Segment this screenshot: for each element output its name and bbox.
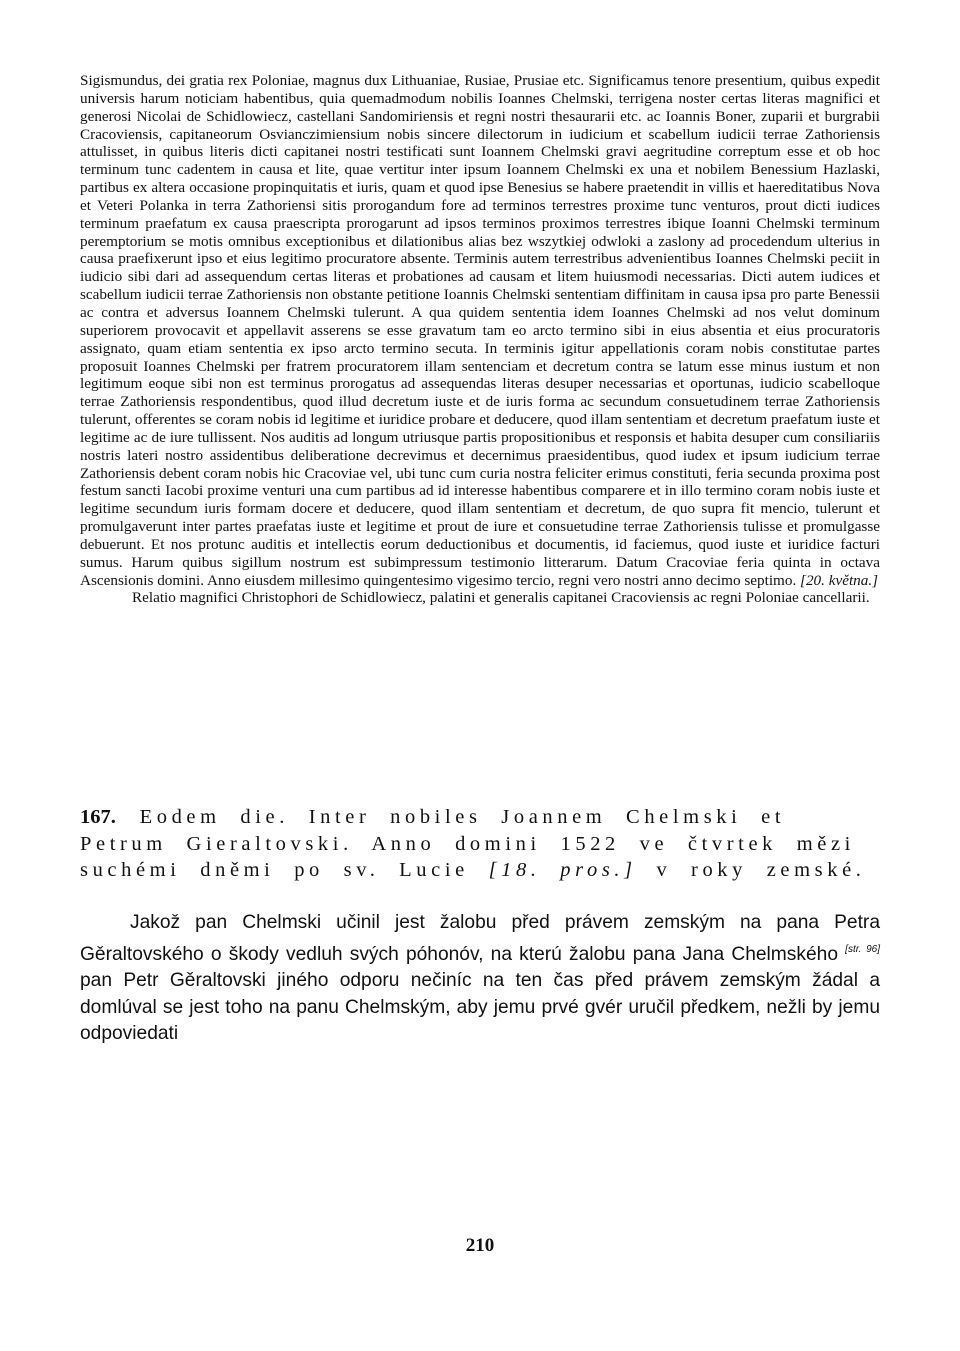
entry-heading [80,804,880,884]
entry-heading-text: Eodem die. Inter nobiles Joannem Chelmski et Petrum Gieraltovski. Anno domini 1522 ve čtvrtek mězi suchémi dněmi po sv. Lucie [80,806,855,881]
entry-heading-date-note: [18. pros.] [488,859,637,881]
entry-body-part-2: pan Petr Gěraltovski jiného odporu nečiníc na ten čas před právem zemským žádal a domlúval se jest toho na panu Chelmským, aby jemu prvé gvér uručil předkem, nežli by jemu odpoviedati [80,970,880,1044]
entry-paragraph [80,910,880,1048]
entry-body-part-1: Jakož pan Chelmski učinil jest žalobu před právem zemským na pana Petra Gěraltovského o škody vedluh svých póhonóv, na kterú žalobu pana Jana Chelmského [80,912,880,965]
entry-heading-tail: v roky zemské. [656,859,866,881]
continued-document-text [80,72,880,607]
page-reference: [str. 96] [845,943,880,955]
entry-body [80,910,880,1048]
entry-number: 167. [80,806,116,828]
paragraph-text: Sigismundus, dei gratia rex Poloniae, magnus dux Lithuaniae, Rusiae, Prusiae etc. Significamus tenore presentium, quibus expedit universis harum noticiam habentibus, quia quemadmodum nobilis Ioannes Chelmski, terrigena noster certas literas magnifici et generosi Nicolai de Schidlowiecz, castellani Sandomiriensis et regni nostri thesaurarii etc. ac Ioannis Boner, zuparii et burgrabii Cracoviensis, capitaneorum Osvianczimiensium nobis sincere dilectorum in iudicium et scabellum iudicii terrae Zathoriensis attulisset, in quibus literis dicti capitanei nostri testificati sunt Ioannem Chelmski gravi aegritudine correptum esse et ob hoc terminum tunc cadentem in causa et lite, quae vertitur inter ipsum Ioannem Chelmski ex una et nobilem Benessium Hazlaski, partibus ex altera occasione propinquitatis et iuris, quam et quod ipse Benesius se habere praetendit in villis et haereditatibus Nova et Veteri Polanka in terra Zathoriensi sitis prorogandum fore ad terminos terrestres proxime tunc venturos, prout dicti iudices terminum praefatum ex causa praescripta prorogarunt ad ipsos terminos proximos terrestres ibique Ioanni Chelmski terminum peremptorium se motis omnibus exceptionibus et dilationibus alias bez wszytkiej odwloki a zaslony ad procedendum ulterius in causa praefixerunt ipso et eius legitimo procuratore absente. Terminis autem terrestribus advenientibus Ioannes Chelmski peciit in iudicio sibi dari ad assequendum certas literas et probationes ad causam et litem huiusmodi necessarias. Dicti autem iudices et scabellum iudicii terrae Zathoriensis non obstante petitione Ioannis Chelmski sententiam diffinitam in causa ipsa pro parte Benessii ac contra et adversus Ioannem Chelmski tulerunt. A qua quidem sententia idem Ioannes Chelmski ad nos velut dominum superiorem provocavit et appellavit asserens se esse gravatum tam eo arcto termino sibi in eius absentia et eius procuratoris assignato, quam etiam sententia ex ipso arcto termino secuta. In terminis igitur appellationis coram nobis constitutae partes proposuit Ioannes Chelmski per fratrem procuratorem illam sentenciam et decretum contra se latum esse minus iustum et non legitimum eoque sibi non est terminus prorogatus ad assequendas literas desuper necessarias et oportunas, iudicio scabelloque terrae Zathoriensis respondentibus, quod illud decretum iuste et de iuris forma ac secundum consuetudinem terrae Zathoriensis tulerunt, offerentes se coram nobis id legitime et iuridice probare et deducere, quod illam sententiam et decretum praefatum iuste et legitime ac de iure tullissent. Nos auditis ad longum utriusque partis propositionibus et responsis et habita desuper cum consiliariis nostris lateri nostro assidentibus deliberatione decrevimus et decernimus praesidentibus, quod iudex et ipsum iudicium terrae Zathoriensis debent coram nobis hic Cracoviae vel, ubi tunc cum curia nostra feliciter erimus constituti, feria secunda proxima post festum sancti Iacobi proxime venturi una cum partibus ad id interesse habentibus comparere et in illo termino coram nobis iuste et legitime secundum iuris formam docere et deducere, quod illam sententiam et decretum, de quo supra fit mencio, tulerunt et promulgaverunt inter partes praefatas iuste et legitime et prout de iure et consuetudine terrae Zathoriensis tulisse et promulgasse debuerunt. Et nos protunc auditis et intellectis eorum deductionibus et documentis, id faciemus, quod iuste et iuridice facturi sumus. Harum quibus sigillum nostrum est subimpressum testimonio litterarum. Datum Cracoviae feria quinta in octava Ascensionis domini. Anno eiusdem millesimo quingentesimo vigesimo tercio, regni vero nostri anno decimo septimo. [80,72,880,589]
body-paragraph [80,72,880,589]
page-number: 210 [465,1235,495,1256]
date-note: [20. května.] [800,571,879,589]
relatio-paragraph: Relatio magnifici Christophori de Schidlowiecz, palatini et generalis capitanei Cracoviensis ac regni Poloniae cancellarii. [132,589,870,607]
